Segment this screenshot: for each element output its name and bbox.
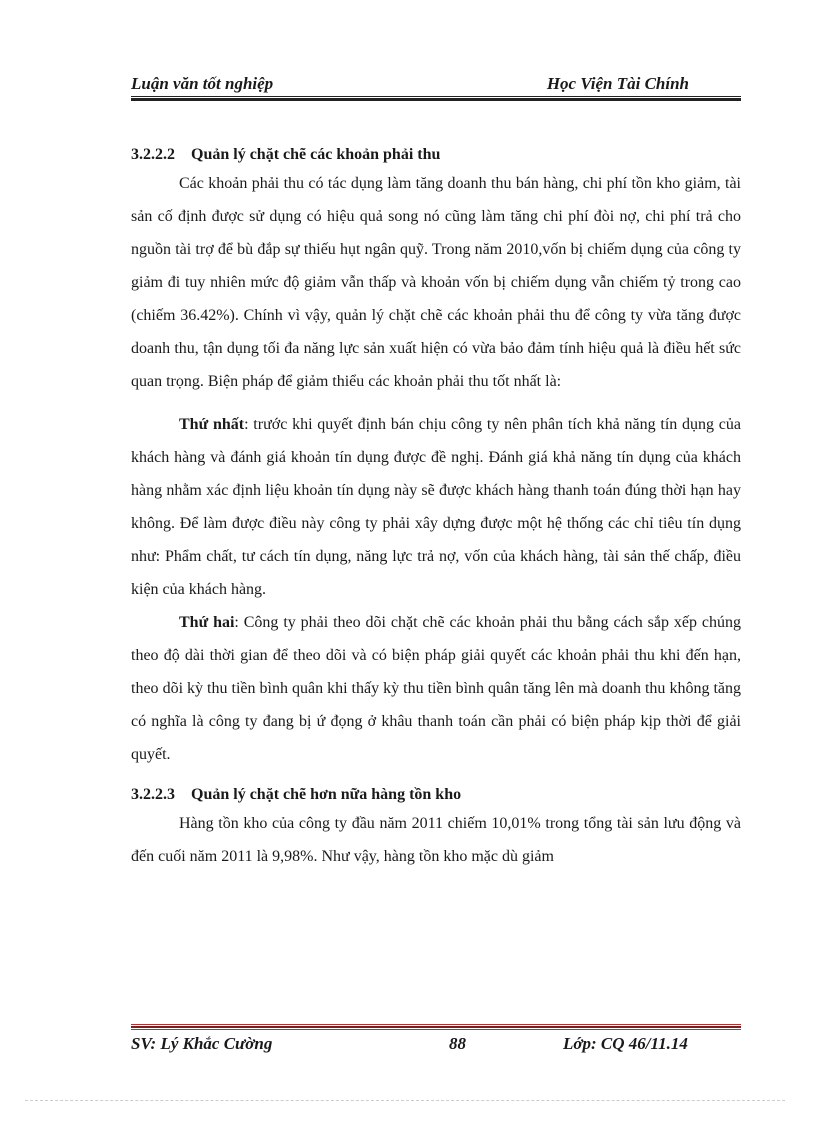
paragraph [131, 606, 741, 771]
header-thesis-label: Luận văn tốt nghiệp [131, 74, 274, 93]
footer-rule-top [131, 1024, 741, 1025]
page-footer [131, 1034, 741, 1058]
paragraph-lead: Thứ hai [179, 614, 235, 631]
header-rule-thick [131, 98, 741, 101]
page-border-bottom [25, 1100, 785, 1101]
section-number: 3.2.2.2 [131, 146, 175, 163]
header-institution: Học Viện Tài Chính [546, 74, 689, 93]
footer-page-number: 88 [449, 1034, 466, 1053]
footer-student: SV: Lý Khắc Cường [131, 1034, 273, 1053]
paragraph-text: : Công ty phải theo dõi chặt chẽ các khoản phải thu bằng cách sắp xếp chúng theo độ dài thời gian để theo dõi và có biện pháp giải quyết các khoản phải thu khi đến hạn, theo dõi kỳ thu tiền bình quân khi thấy kỳ thu tiền bình quân tăng lên mà doanh thu không tăng có nghĩa là công ty đang bị ứ đọng ở khâu thanh toán cần phải có biện pháp kịp thời để giải quyết. [131, 614, 742, 763]
header-rule-thin [131, 96, 741, 97]
footer-rule-bottom [131, 1029, 741, 1030]
page-header [131, 74, 741, 98]
footer-rule-mid [131, 1026, 741, 1028]
paragraph-lead: Thứ nhất [179, 416, 245, 433]
section-heading [131, 783, 741, 807]
paragraph-text: : trước khi quyết định bán chịu công ty nên phân tích khả năng tín dụng của khách hàng và đánh giá khoản tín dụng được đề nghị. Đánh giá khả năng tín dụng của khách hàng nhằm xác định liệu khoản tín dụng này sẽ được khách hàng thanh toán đúng thời hạn hay không. Để làm được điều này công ty phải xây dựng được một hệ thống các chỉ tiêu tín dụng như: Phẩm chất, tư cách tín dụng, năng lực trả nợ, vốn của khách hàng, tài sản thế chấp, điều kiện của khách hàng. [131, 416, 742, 598]
section-title: Quản lý chặt chẽ các khoản phải thu [191, 146, 441, 163]
footer-class: Lớp: CQ 46/11.14 [563, 1034, 688, 1053]
paragraph: Các khoản phải thu có tác dụng làm tăng doanh thu bán hàng, chi phí tồn kho giảm, tài sản cố định được sử dụng có hiệu quả song nó cũng làm tăng chi phí đòi nợ, chi phí trả cho nguồn tài trợ để bù đắp sự thiếu hụt ngân quỹ. Trong năm 2010,vốn bị chiếm dụng của công ty giảm đi tuy nhiên mức độ giảm vẫn thấp và khoản vốn bị chiếm dụng vẫn chiếm tỷ trong cao (chiếm 36.42%). Chính vì vậy, quản lý chặt chẽ các khoản phải thu để công ty vừa tăng được doanh thu, tận dụng tối đa năng lực sản xuất hiện có vừa bảo đảm tính hiệu quả là điều hết sức quan trọng. Biện pháp để giảm thiểu các khoản phải thu tốt nhất là: [131, 175, 741, 390]
paragraph: Hàng tồn kho của công ty đầu năm 2011 chiếm 10,01% trong tổng tài sản lưu động và đến cuối năm 2011 là 9,98%. Như vậy, hàng tồn kho mặc dù giảm [131, 815, 741, 865]
section-number: 3.2.2.3 [131, 786, 175, 803]
page-body [131, 143, 741, 873]
section-heading [131, 143, 741, 167]
section-title: Quản lý chặt chẽ hơn nữa hàng tồn kho [191, 786, 462, 803]
paragraph [131, 408, 741, 606]
